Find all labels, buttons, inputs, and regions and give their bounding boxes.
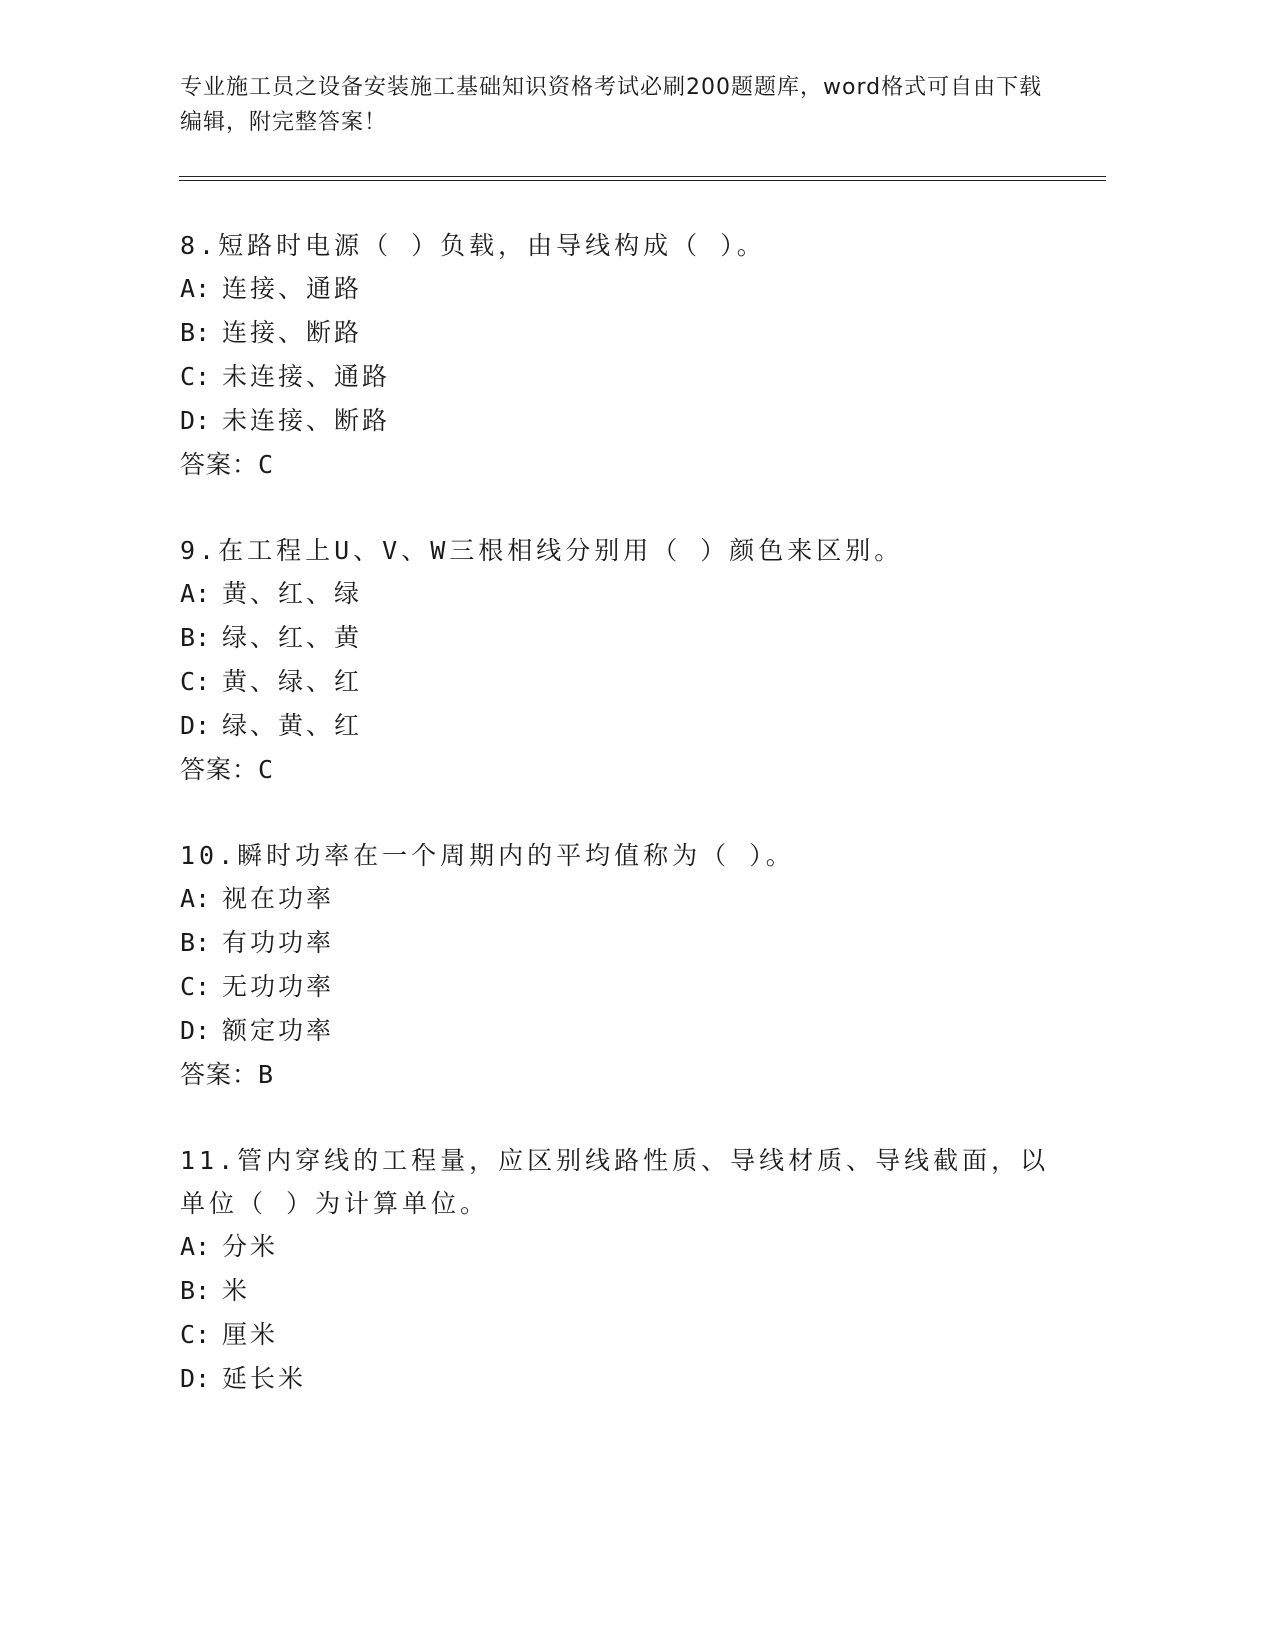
option-text: 无功功率: [222, 972, 335, 1001]
option-letter: D:: [180, 711, 211, 740]
option-letter: B:: [180, 928, 211, 957]
question-stem: 11.管内穿线的工程量，应区别线路性质、导线材质、导线截面，以单位（ ）为计算单位。: [180, 1146, 1050, 1218]
answer-value: C: [258, 755, 275, 784]
option-a: [180, 267, 1080, 311]
question-stem: 10.瞬时功率在一个周期内的平均值称为（ ）。: [180, 841, 795, 870]
question-10: [180, 834, 1080, 1097]
option-text: 黄、红、绿: [222, 579, 363, 608]
option-d: [180, 1357, 1050, 1401]
option-c: [180, 660, 1080, 704]
option-letter: D:: [180, 406, 211, 435]
answer-line: [180, 1053, 1080, 1097]
option-text: 延长米: [222, 1364, 307, 1393]
question-stem: 9.在工程上U、V、W三根相线分别用（ ）颜色来区别。: [180, 536, 904, 565]
question-8: [180, 224, 1080, 487]
answer-value: B: [258, 1060, 275, 1089]
option-letter: A:: [180, 1232, 211, 1261]
option-b: [180, 1269, 1050, 1313]
answer-line: [180, 748, 1080, 792]
option-b: [180, 311, 1080, 355]
option-c: [180, 965, 1080, 1009]
document-header: 专业施工员之设备安装施工基础知识资格考试必刷200题题库，word格式可自由下载编辑，附完整答案！: [180, 75, 1043, 135]
option-text: 连接、通路: [222, 274, 363, 303]
option-letter: B:: [180, 318, 211, 347]
option-d: [180, 399, 1080, 443]
answer-label: 答案：: [180, 450, 259, 479]
answer-value: C: [258, 450, 275, 479]
option-a: [180, 877, 1080, 921]
option-text: 绿、黄、红: [222, 711, 363, 740]
option-letter: D:: [180, 1364, 211, 1393]
question-stem: 8.短路时电源（ ）负载，由导线构成（ ）。: [180, 231, 766, 260]
option-letter: A:: [180, 579, 211, 608]
option-a: [180, 1225, 1050, 1269]
option-text: 未连接、通路: [222, 362, 391, 391]
option-d: [180, 704, 1080, 748]
option-letter: C:: [180, 667, 211, 696]
option-text: 绿、红、黄: [222, 623, 363, 652]
answer-line: [180, 443, 1080, 487]
option-c: [180, 355, 1080, 399]
option-letter: A:: [180, 274, 211, 303]
option-text: 米: [222, 1276, 251, 1305]
header-divider: [179, 176, 1106, 177]
option-text: 连接、断路: [222, 318, 363, 347]
question-9: [180, 529, 1080, 792]
option-letter: B:: [180, 623, 211, 652]
option-text: 额定功率: [222, 1016, 335, 1045]
option-letter: D:: [180, 1016, 211, 1045]
answer-label: 答案：: [180, 755, 259, 784]
question-11: [180, 1139, 1050, 1401]
option-c: [180, 1313, 1050, 1357]
option-d: [180, 1009, 1080, 1053]
option-letter: C:: [180, 1320, 211, 1349]
option-text: 视在功率: [222, 884, 335, 913]
option-b: [180, 616, 1080, 660]
option-text: 黄、绿、红: [222, 667, 363, 696]
option-letter: A:: [180, 884, 211, 913]
answer-label: 答案：: [180, 1060, 259, 1089]
header-divider-second: [179, 180, 1106, 181]
option-b: [180, 921, 1080, 965]
option-text: 未连接、断路: [222, 406, 391, 435]
option-text: 有功功率: [222, 928, 335, 957]
option-letter: C:: [180, 972, 211, 1001]
option-a: [180, 572, 1080, 616]
option-text: 厘米: [222, 1320, 279, 1349]
option-letter: B:: [180, 1276, 211, 1305]
option-letter: C:: [180, 362, 211, 391]
option-text: 分米: [222, 1232, 279, 1261]
